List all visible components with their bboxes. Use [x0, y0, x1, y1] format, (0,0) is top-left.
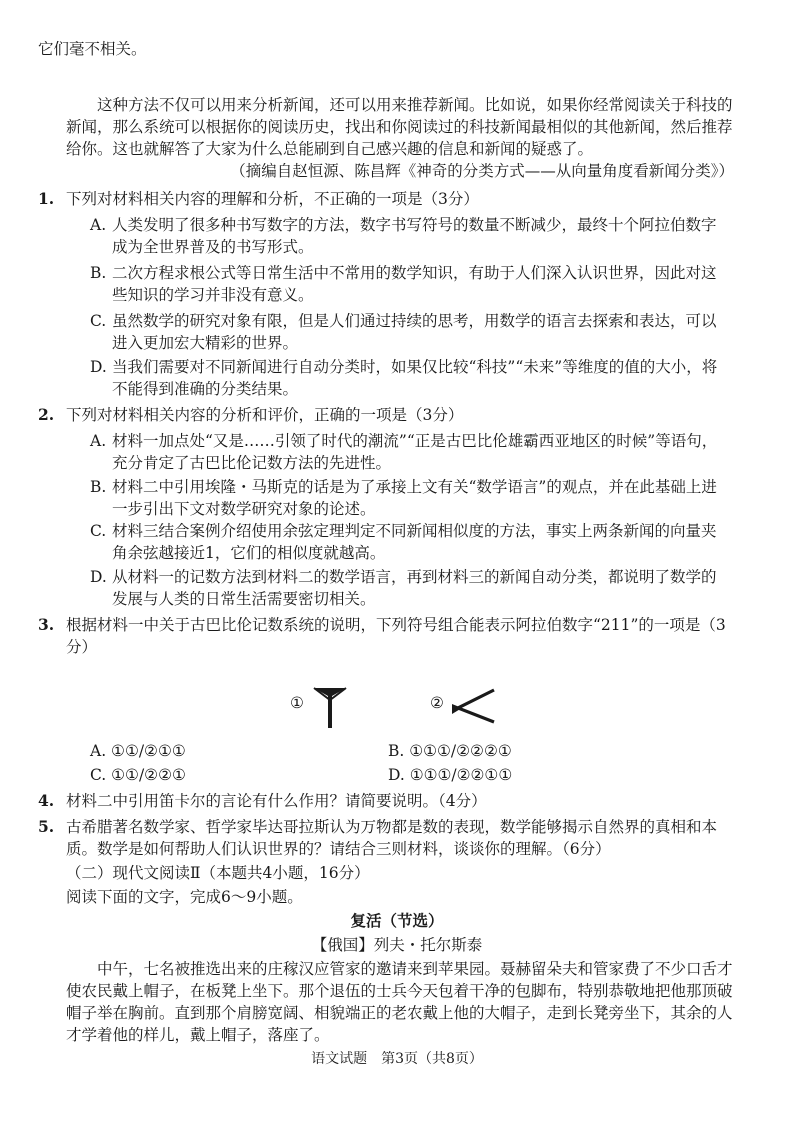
q3-option-d: D. ①①①/②②①① — [388, 766, 513, 784]
reading-instruction: 阅读下面的文字，完成6～9小题。 — [66, 888, 303, 906]
page-footer: 语文试题 第3页（共8页） — [311, 1051, 483, 1067]
passage-title: 复活（节选） — [350, 911, 444, 930]
cuneiform-symbols-figure — [290, 682, 530, 732]
option-text: 虽然数学的研究对象有限，但是人们通过持续的思考，用数学的语言去探索和表达，可以进入更加宏大精彩的世界。 — [112, 312, 717, 352]
question-stem: 材料二中引用笛卡尔的言论有什么作用？请简要说明。（4分） — [66, 792, 487, 810]
option-letter: A. — [90, 216, 107, 234]
option-text: 二次方程求根公式等日常生活中不常用的数学知识，有助于人们深入认识世界，因此对这些知识的学习并非没有意义。 — [112, 264, 717, 304]
question-stem: 根据材料一中关于古巴比伦记数系统的说明，下列符号组合能表示阿拉伯数字“211”的一项是（3分） — [66, 616, 726, 656]
intro-first-line: 它们毫不相关。 — [38, 40, 147, 58]
q3-option-b: B. ①①①/②②②① — [388, 742, 512, 760]
option-letter: B. — [90, 478, 107, 496]
question-number: 2. — [38, 405, 55, 424]
question-number: 5. — [38, 817, 55, 836]
passage-author: 【俄国】列夫・托尔斯泰 — [311, 936, 483, 954]
option-text: 人类发明了很多种书写数字的方法，数字书写符号的数量不断减少，最终十个阿拉伯数字成为全世界普及的书写形式。 — [112, 216, 717, 256]
option-letter: B. — [90, 264, 107, 282]
option-letter: D. — [90, 358, 107, 376]
passage-paragraph: 中午，七名被推选出来的庄稼汉应管家的邀请来到苹果园。聂赫留朵夫和管家费了不少口舌才使农民戴上帽子，在板凳上坐下。那个退伍的士兵今天包着干净的包脚布，特别恭敬地把他那顶破帽子举在胸前。直到那个肩膀宽阔、相貌端正的老农戴上他的大帽子，走到长凳旁坐下，其余的人才学着他的样儿，戴上帽子，落座了。 — [66, 960, 733, 1044]
question-number: 3. — [38, 615, 55, 634]
option-text: 当我们需要对不同新闻进行自动分类时，如果仅比较“科技”“未来”等维度的值的大小，将不能得到准确的分类结果。 — [112, 358, 718, 398]
option-letter: A. — [90, 432, 107, 450]
option-text: 材料二中引用埃隆・马斯克的话是为了承接上文有关“数学语言”的观点，并在此基础上进一步引出下文对数学研究对象的论述。 — [112, 478, 717, 518]
option-text: 从材料一的记数方法到材料二的数学语言，再到材料三的新闻自动分类，都说明了数学的发展与人类的日常生活需要密切相关。 — [112, 568, 717, 608]
symbol-1-label: ① — [290, 694, 304, 712]
question-stem: 下列对材料相关内容的分析和评价，正确的一项是（3分） — [66, 406, 464, 424]
option-text: 材料三结合案例介绍使用余弦定理判定不同新闻相似度的方法，事实上两条新闻的向量夹角余弦越接近1，它们的相似度就越高。 — [112, 522, 717, 562]
intro-paragraph: 这种方法不仅可以用来分析新闻，还可以用来推荐新闻。比如说，如果你经常阅读关于科技的新闻，那么系统可以根据你的阅读历史，找出和你阅读过的科技新闻最相似的其他新闻，然后推荐给你。这也就解答了大家为什么总能刷到自己感兴趣的信息和新闻的疑惑了。 — [66, 96, 733, 158]
option-letter: C. — [90, 312, 107, 330]
question-number: 4. — [38, 791, 55, 810]
option-text: 材料一加点处“又是……引领了时代的潮流”“正是古巴比伦雄霸西亚地区的时候”等语句，充分肯定了古巴比伦记数方法的先进性。 — [112, 432, 718, 472]
question-stem: 下列对材料相关内容的理解和分析，不正确的一项是（3分） — [66, 190, 479, 208]
cuneiform-ten-icon — [450, 686, 500, 726]
option-letter: D. — [90, 568, 107, 586]
source-citation: （摘编自赵恒源、陈昌辉《神奇的分类方式——从向量角度看新闻分类》） — [230, 162, 734, 180]
option-letter: C. — [90, 522, 107, 540]
section-heading: （二）现代文阅读Ⅱ（本题共4小题，16分） — [66, 864, 370, 882]
q3-option-a: A. ①①/②①① — [90, 742, 186, 760]
cuneiform-unit-icon — [310, 682, 350, 732]
symbol-2-label: ② — [430, 694, 444, 712]
question-stem: 古希腊著名数学家、哲学家毕达哥拉斯认为万物都是数的表现，数学能够揭示自然界的真相和本质。数学是如何帮助人们认识世界的？请结合三则材料，谈谈你的理解。（6分） — [66, 818, 718, 858]
q3-option-c: C. ①①/②②① — [90, 766, 186, 784]
question-number: 1. — [38, 189, 55, 208]
